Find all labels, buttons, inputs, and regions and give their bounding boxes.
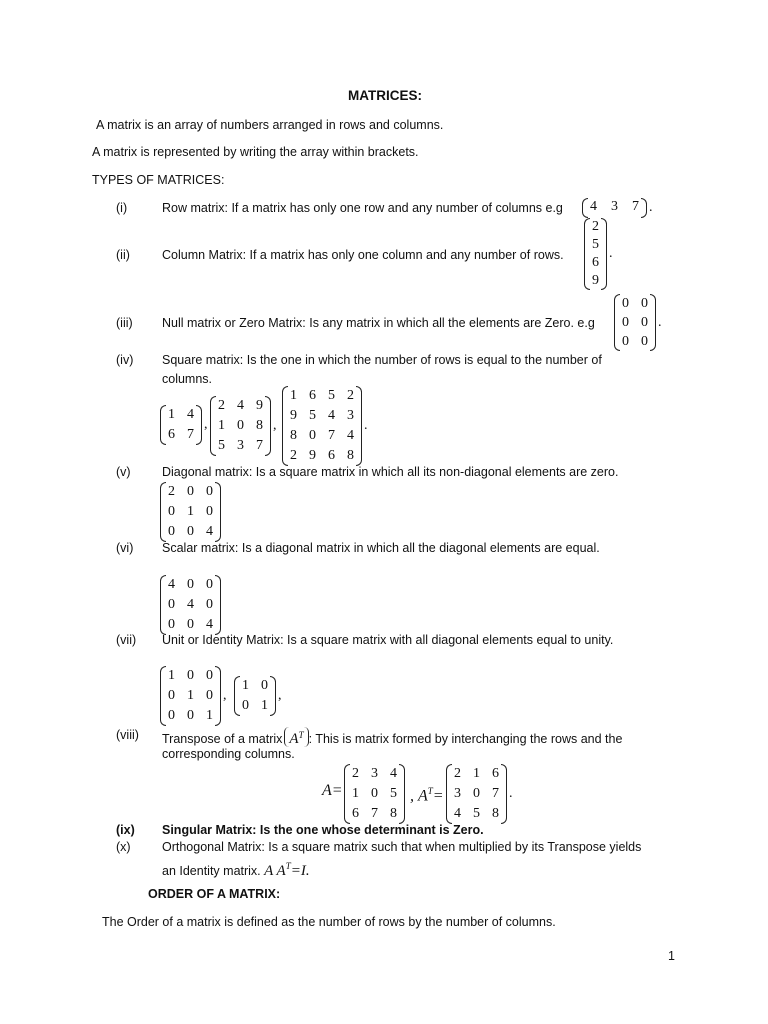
matrix-punctuation: , <box>273 418 277 433</box>
matrix-cell: 0 <box>641 334 648 349</box>
orthogonal-matrix-text-cont: an Identity matrix. A $A^T=I$. <box>162 861 310 879</box>
matrix-punctuation: . <box>649 200 653 215</box>
matrix-cell: 2 <box>290 448 297 463</box>
row-matrix-text: Row matrix: If a matrix has only one row and any number of columns e.g <box>162 201 563 215</box>
matrix-cell: 0 <box>206 577 213 592</box>
square-matrix-2x2 <box>160 405 210 445</box>
matrix-cell: 4 <box>206 617 213 632</box>
zero-matrix-text: Null matrix or Zero Matrix: Is any matrix in which all the elements are Zero. e.g <box>162 316 595 330</box>
matrix-cell: 0 <box>237 418 244 433</box>
item-number-iii: (iii) <box>116 316 133 330</box>
matrix-at-label: , $A^T=$ <box>410 786 444 805</box>
matrix-cell: 5 <box>473 806 480 821</box>
matrix-cell: 1 <box>290 388 297 403</box>
matrix-cell: 0 <box>206 597 213 612</box>
matrix-cell: 7 <box>328 428 335 443</box>
matrix-a-label: A= <box>322 782 343 799</box>
matrix-cell: 0 <box>309 428 316 443</box>
matrix-cell: 0 <box>622 315 629 330</box>
matrix-cell: 0 <box>261 678 268 693</box>
matrix-a <box>344 764 405 824</box>
matrix-cell: 0 <box>242 698 249 713</box>
row-matrix-example <box>582 198 655 218</box>
matrix-cell: 1 <box>168 668 175 683</box>
matrix-at <box>446 764 515 824</box>
matrix-punctuation: . <box>609 246 613 261</box>
matrix-cell: 0 <box>371 786 378 801</box>
matrix-cell: 3 <box>454 786 461 801</box>
square-matrix-text: Square matrix: Is the one in which the number of rows is equal to the number of <box>162 353 602 367</box>
item-number-ii: (ii) <box>116 248 130 262</box>
matrix-cell: 2 <box>347 388 354 403</box>
matrix-cell: 0 <box>168 524 175 539</box>
matrix-cell: 6 <box>352 806 359 821</box>
identity-matrix-2x2 <box>234 676 284 716</box>
page-number: 1 <box>668 949 675 963</box>
matrix-cell: 7 <box>256 438 263 453</box>
matrix-cell: 4 <box>347 428 354 443</box>
column-matrix-example <box>584 218 615 290</box>
matrix-cell: 4 <box>237 398 244 413</box>
matrix-cell: 4 <box>168 577 175 592</box>
matrix-cell: 0 <box>206 504 213 519</box>
matrix-cell: 8 <box>290 428 297 443</box>
matrix-punctuation: , <box>278 688 282 703</box>
types-heading: TYPES OF MATRICES: <box>92 173 225 187</box>
intro-definition: A matrix is an array of numbers arranged in rows and columns. <box>96 118 444 132</box>
matrix-cell: 1 <box>261 698 268 713</box>
matrix-cell: 6 <box>328 448 335 463</box>
matrix-cell: 6 <box>168 427 175 442</box>
matrix-cell: 3 <box>237 438 244 453</box>
matrix-cell: 0 <box>187 668 194 683</box>
matrix-punctuation: . <box>658 315 662 330</box>
scalar-matrix-text: Scalar matrix: Is a diagonal matrix in which all the diagonal elements are equal. <box>162 541 600 555</box>
order-definition: The Order of a matrix is defined as the number of rows by the number of columns. <box>102 915 556 929</box>
matrix-cell: 0 <box>622 334 629 349</box>
diagonal-matrix-example <box>160 482 221 542</box>
transpose-symbol: $A^T$ <box>284 727 308 747</box>
matrix-cell: 0 <box>206 484 213 499</box>
matrix-cell: 8 <box>256 418 263 433</box>
matrix-cell: 0 <box>641 296 648 311</box>
matrix-cell: 0 <box>206 688 213 703</box>
matrix-cell: 0 <box>168 708 175 723</box>
square-matrix-4x4 <box>282 386 370 466</box>
matrix-cell: 1 <box>187 688 194 703</box>
matrix-cell: 9 <box>309 448 316 463</box>
matrix-cell: 0 <box>187 524 194 539</box>
matrix-cell: 5 <box>309 408 316 423</box>
matrix-cell: 0 <box>168 504 175 519</box>
matrix-cell: 2 <box>352 766 359 781</box>
matrix-cell: 1 <box>218 418 225 433</box>
matrix-punctuation: , <box>204 417 208 432</box>
matrix-cell: 1 <box>206 708 213 723</box>
matrix-cell: 2 <box>218 398 225 413</box>
item-number-viii: (viii) <box>116 728 139 742</box>
matrix-cell: 0 <box>187 484 194 499</box>
matrix-cell: 2 <box>454 766 461 781</box>
item-number-i: (i) <box>116 201 128 215</box>
transpose-text <box>162 727 622 747</box>
orthogonal-formula: A $A^T=I$. <box>264 861 310 879</box>
matrix-cell: 7 <box>632 199 639 214</box>
matrix-cell: 9 <box>290 408 297 423</box>
matrix-cell: 4 <box>590 199 597 214</box>
matrix-cell: 1 <box>352 786 359 801</box>
matrix-cell: 1 <box>168 407 175 422</box>
matrix-cell: 2 <box>592 219 599 234</box>
matrix-cell: 4 <box>206 524 213 539</box>
item-number-v: (v) <box>116 465 131 479</box>
matrix-cell: 1 <box>473 766 480 781</box>
diagonal-matrix-text: Diagonal matrix: Is a square matrix in which all its non-diagonal elements are zero. <box>162 465 619 479</box>
matrix-right-bracket <box>215 482 221 542</box>
matrix-punctuation: . <box>364 418 368 433</box>
matrix-cell: 0 <box>168 617 175 632</box>
matrix-cell: 0 <box>187 577 194 592</box>
matrix-cell: 0 <box>168 688 175 703</box>
matrix-cell: 4 <box>187 407 194 422</box>
scalar-matrix-example <box>160 575 221 635</box>
matrix-cell: 5 <box>328 388 335 403</box>
matrix-cell: 8 <box>347 448 354 463</box>
matrix-punctuation: . <box>509 786 513 801</box>
matrix-cell: 0 <box>187 708 194 723</box>
order-heading: ORDER OF A MATRIX: <box>148 887 281 901</box>
matrix-cell: 6 <box>592 255 599 270</box>
identity-matrix-text: Unit or Identity Matrix: Is a square matrix with all diagonal elements equal to unity. <box>162 633 614 647</box>
matrix-cell: 0 <box>622 296 629 311</box>
matrix-cell: 9 <box>592 273 599 288</box>
matrix-cell: 2 <box>168 484 175 499</box>
matrix-cell: 3 <box>347 408 354 423</box>
matrix-cell: 8 <box>492 806 499 821</box>
matrix-cell: 4 <box>454 806 461 821</box>
matrix-cell: 0 <box>168 597 175 612</box>
matrix-cell: 5 <box>390 786 397 801</box>
matrix-cell: 9 <box>256 398 263 413</box>
matrix-punctuation: , <box>223 688 227 703</box>
matrix-cell: 4 <box>328 408 335 423</box>
column-matrix-text: Column Matrix: If a matrix has only one column and any number of rows. <box>162 248 564 262</box>
matrix-cell: 4 <box>390 766 397 781</box>
transpose-text-part1: Transpose of a matrix <box>162 732 283 747</box>
matrix-cell: 4 <box>187 597 194 612</box>
matrix-cell: 5 <box>218 438 225 453</box>
item-number-iv: (iv) <box>116 353 134 367</box>
matrix-cell: 1 <box>242 678 249 693</box>
matrix-cell: 7 <box>371 806 378 821</box>
identity-matrix-3x3 <box>160 666 229 726</box>
orthogonal-matrix-text: Orthogonal Matrix: Is a square matrix such that when multiplied by its Transpose yields <box>162 840 642 854</box>
item-number-x: (x) <box>116 840 131 854</box>
zero-matrix-example <box>614 294 664 351</box>
matrix-cell: 6 <box>309 388 316 403</box>
matrix-cell: 8 <box>390 806 397 821</box>
matrix-cell: 3 <box>371 766 378 781</box>
transpose-text-part2: : This is matrix formed by interchanging the rows and the <box>308 732 623 747</box>
matrix-cell: 3 <box>611 199 618 214</box>
square-matrix-3x3 <box>210 396 279 456</box>
matrix-cell: 0 <box>187 617 194 632</box>
matrix-cell: 0 <box>473 786 480 801</box>
matrix-cell: 6 <box>492 766 499 781</box>
matrix-cell: 0 <box>206 668 213 683</box>
matrix-right-bracket <box>399 764 405 824</box>
square-matrix-text-cont: columns. <box>162 372 213 386</box>
item-number-vii: (vii) <box>116 633 137 647</box>
matrix-cell: 7 <box>187 427 194 442</box>
intro-representation: A matrix is represented by writing the array within brackets. <box>92 145 419 159</box>
page-title: MATRICES: <box>348 88 422 103</box>
item-number-ix: (ix) <box>116 823 135 837</box>
matrix-cell: 1 <box>187 504 194 519</box>
matrix-cell: 7 <box>492 786 499 801</box>
matrix-cell: 0 <box>641 315 648 330</box>
matrix-cell: 5 <box>592 237 599 252</box>
matrix-right-bracket <box>215 575 221 635</box>
item-number-vi: (vi) <box>116 541 134 555</box>
singular-matrix-text: Singular Matrix: Is the one whose determinant is Zero. <box>162 823 484 837</box>
transpose-text-cont: corresponding columns. <box>162 747 295 761</box>
